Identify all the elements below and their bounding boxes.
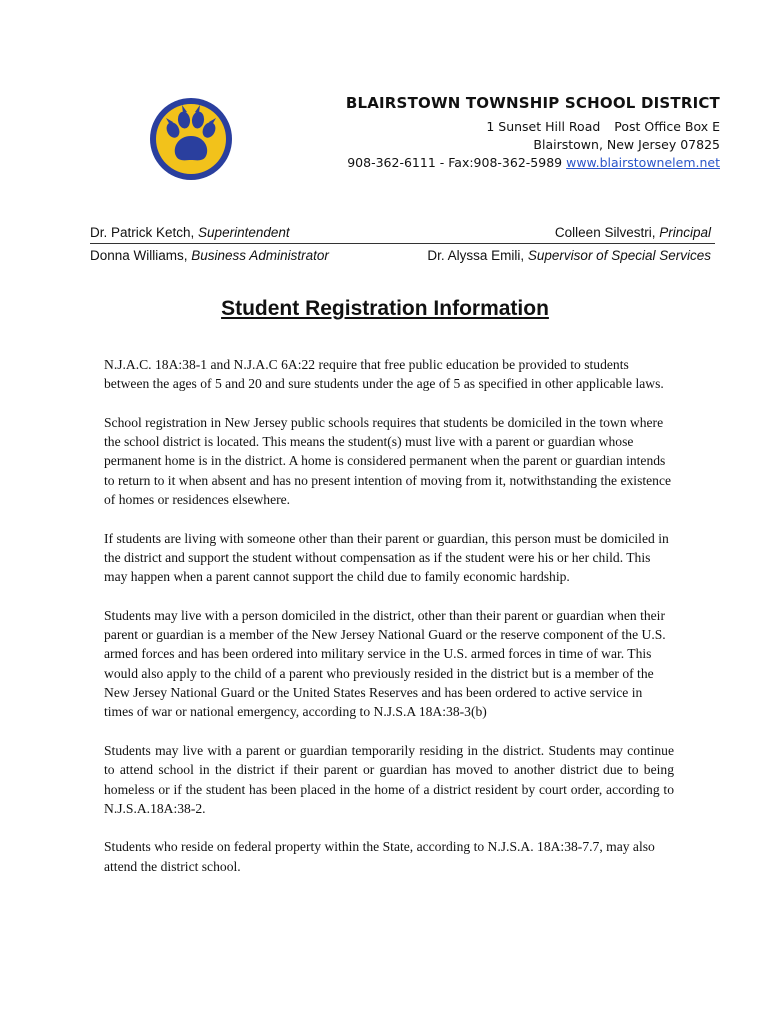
divider-line <box>90 243 715 244</box>
contact-line <box>346 154 720 172</box>
paragraph-domicile: School registration in New Jersey public schools requires that students be domiciled in the town where the school district is located. This means the student(s) must live with a parent or guardian whose permanent home is in the district. A home is considered permanent when the parent or guardian intends to return to it when absent and has no present intention of moving from it, notwithstanding the existence of homes or residences elsewhere. <box>104 414 672 508</box>
admin-title: Business Administrator <box>191 248 329 263</box>
street: 1 Sunset Hill Road <box>486 119 601 134</box>
po-box: Post Office Box E <box>614 119 720 134</box>
principal-name: Colleen Silvestri, <box>554 225 660 240</box>
page-title: Student Registration Information <box>221 297 549 320</box>
principal <box>555 225 711 240</box>
paragraph-other-guardian: If students are living with someone other than their parent or guardian, this person must be domiciled in the district and support the student without compensation as if the student were his or her child. This may happen when a parent cannot support the child due to family economic hardship. <box>104 530 669 585</box>
special-title: Supervisor of Special Services <box>527 248 711 263</box>
superintendent-name: Dr. Patrick Ketch, <box>90 225 199 240</box>
paragraph-federal-property: Students who reside on federal property within the State, according to N.J.S.A. 18A:38-7.7, may also attend the district school. <box>104 839 655 874</box>
street-address <box>346 118 720 136</box>
paw-print-logo <box>148 96 234 182</box>
business-administrator <box>90 248 329 263</box>
paragraph-military: Students may live with a person domiciled in the district, other than their parent or guardian when their parent or guardian is a member of the New Jersey National Guard or the reserve component of the U.S. armed forces and has been ordered into military service in the U.S. armed forces in time of war. This would also apply to the child of a parent who previously resided in the district but is a member of the New Jersey National Guard or the United States Reserves and has been ordered to active service in times of war or national emergency, according to N.J.S.A 18A:38-3(b) <box>104 607 666 720</box>
superintendent-title: Superintendent <box>198 225 290 240</box>
special-name: Dr. Alyssa Emili, <box>427 248 528 263</box>
admin-name: Donna Williams, <box>90 248 192 263</box>
phone-fax: 908-362-6111 - Fax:908-362-5989 <box>347 155 563 170</box>
document-body <box>104 355 674 895</box>
principal-title: Principal <box>659 225 711 240</box>
website-link[interactable]: www.blairstownelem.net <box>566 155 720 170</box>
special-services-supervisor <box>427 248 711 263</box>
superintendent <box>90 225 290 240</box>
paragraph-eligibility: N.J.A.C. 18A:38-1 and N.J.A.C 6A:22 require that free public education be provided to students between the ages of 5 and 20 and sure students under the age of 5 as specified in other applicable laws. <box>104 357 664 392</box>
district-name: BLAIRSTOWN TOWNSHIP SCHOOL DISTRICT <box>345 94 720 112</box>
district-header <box>346 94 720 172</box>
city-state-zip: Blairstown, New Jersey 07825 <box>533 137 720 152</box>
paragraph-temporary: Students may live with a parent or guardian temporarily residing in the district. Students may continue to attend school in the district if their parent or guardian has moved to another district due to being homeless or if the student has been placed in the home of a district resident by court order, according to N.J.S.A.18A:38-2. <box>104 742 674 816</box>
